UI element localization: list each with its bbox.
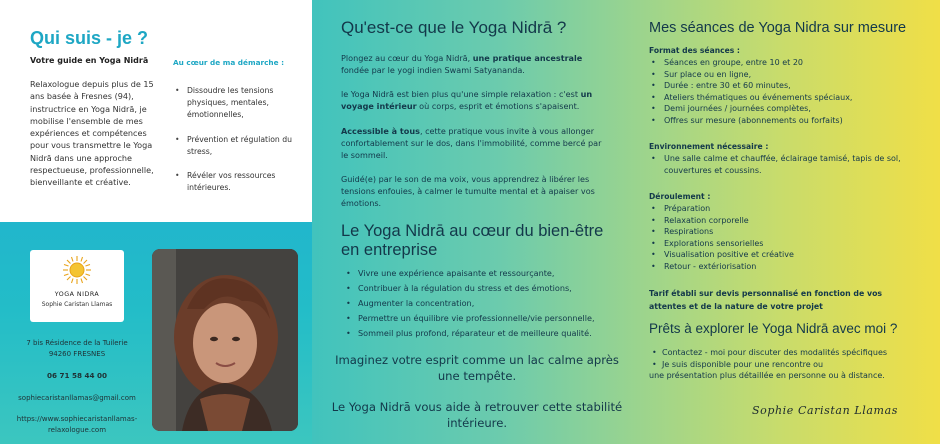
process-item: • Préparation bbox=[651, 203, 921, 215]
about-panel bbox=[0, 0, 312, 222]
process-item: • Explorations sensorielles bbox=[651, 238, 921, 250]
pricing-note: Tarif établi sur devis personnalisé en fonction de vos attentes et de la nature de votre projet bbox=[649, 289, 883, 312]
contact-list bbox=[649, 347, 934, 370]
address-city: 94260 FRESNES bbox=[48, 350, 106, 358]
about-subtitle: Votre guide en Yoga Nidrā bbox=[30, 56, 149, 65]
accessibility-paragraph: Accessible à tous, cette pratique vous invite à vous allonger confortablement sur le dos, dans l'immobilité, comme bercé par le sommeil. bbox=[341, 126, 602, 160]
logo-title: YOGA NIDRA bbox=[54, 291, 100, 298]
website-link-end[interactable]: relaxologue.com bbox=[47, 426, 107, 434]
benefits-list bbox=[345, 266, 623, 341]
guidance-paragraph: Guidé(e) par le son de ma voix, vous apprendrez à libérer les tensions enfouies, à calmer le tumulte mental et à apaiser vos émotions. bbox=[341, 174, 595, 208]
sun-icon bbox=[61, 254, 93, 286]
quote-stability: Le Yoga Nidrā vous aide à retrouver cette stabilité intérieure. bbox=[331, 400, 623, 430]
contact-item-continued: une présentation plus détaillée en personne ou à distance. bbox=[649, 371, 885, 380]
process-item: • Relaxation corporelle bbox=[651, 215, 921, 227]
process-heading: Déroulement : bbox=[649, 192, 711, 201]
process-list bbox=[651, 203, 921, 273]
about-bio: Relaxologue depuis plus de 15 ans basée à Fresnes (94), instructrice en Yoga Nidrā, je mobilise l'ensemble de mes expériences et compétences pour vous transmettre le Yoga Nidrā dans une approche respectueuse, professionnelle, bienveillante et créative. bbox=[30, 79, 154, 188]
benefit-item: • Augmenter la concentration, bbox=[345, 296, 623, 311]
address-line: 7 bis Résidence de la Tuilerie bbox=[26, 339, 128, 347]
environment-item: • Une salle calme et chauffée, éclairage tamisé, tapis de sol, couvertures et coussins. bbox=[651, 153, 921, 176]
benefit-item: • Vivre une expérience apaisante et ressourçante, bbox=[345, 266, 623, 281]
intro-paragraph: Plongez au cœur du Yoga Nidrā, une pratique ancestrale fondée par le yogi indien Swami Satyananda. bbox=[341, 53, 583, 75]
email-link[interactable]: sophiecaristanllamas@gmail.com bbox=[18, 394, 136, 402]
business-title: Le Yoga Nidrā au cœur du bien-être en entreprise bbox=[341, 222, 604, 259]
approach-title: Au cœur de ma démarche : bbox=[173, 58, 285, 67]
about-title: Qui suis - je ? bbox=[30, 28, 149, 48]
yoga-nidra-title: Qu'est-ce que le Yoga Nidrā ? bbox=[341, 18, 567, 37]
call-to-action-title: Prêts à explorer le Yoga Nidrā avec moi ? bbox=[649, 321, 898, 336]
environment-list bbox=[651, 153, 921, 176]
contact-item: • Je suis disponible pour une rencontre ou bbox=[649, 359, 934, 371]
environment-heading: Environnement nécessaire : bbox=[649, 142, 769, 151]
process-item: • Visualisation positive et créative bbox=[651, 249, 921, 261]
format-item: • Demi journées / journées complètes, bbox=[651, 103, 921, 115]
benefit-item: • Contribuer à la régulation du stress et des émotions, bbox=[345, 281, 623, 296]
contact-item: • Contactez - moi pour discuter des modalités spécifiques bbox=[649, 347, 934, 359]
benefit-item: • Permettre un équilibre vie professionnelle/vie personnelle, bbox=[345, 311, 623, 326]
journey-paragraph: le Yoga Nidrā est bien plus qu'une simple relaxation : c'est un voyage intérieur où corps, esprit et émotions s'apaisent. bbox=[341, 89, 593, 111]
formats-list bbox=[651, 57, 921, 127]
benefit-item: • Sommeil plus profond, réparateur et de meilleure qualité. bbox=[345, 326, 623, 341]
process-item: • Retour - extériorisation bbox=[651, 261, 921, 273]
approach-item: • Prévention et régulation du stress, bbox=[175, 134, 303, 158]
process-item: • Respirations bbox=[651, 226, 921, 238]
format-item: • Sur place ou en ligne, bbox=[651, 69, 921, 81]
logo-person: Sophie Caristan Llamas bbox=[41, 301, 113, 308]
logo bbox=[30, 250, 124, 322]
phone-number[interactable]: 06 71 58 44 00 bbox=[46, 371, 108, 380]
signature: Sophie Caristan Llamas bbox=[752, 404, 898, 417]
approach-list bbox=[175, 85, 303, 206]
website-link[interactable]: https://www.sophiecaristanllamas- bbox=[16, 415, 138, 423]
portrait-photo bbox=[152, 249, 298, 431]
format-item: • Ateliers thématiques ou événements spéciaux, bbox=[651, 92, 921, 104]
format-item: • Séances en groupe, entre 10 et 20 bbox=[651, 57, 921, 69]
approach-item: • Révéler vos ressources intérieures. bbox=[175, 170, 303, 194]
approach-item: • Dissoudre les tensions physiques, mentales, émotionnelles, bbox=[175, 85, 303, 122]
formats-heading: Format des séances : bbox=[649, 46, 740, 55]
quote-lake: Imaginez votre esprit comme un lac calme après une tempête. bbox=[335, 353, 619, 383]
sessions-title: Mes séances de Yoga Nidra sur mesure bbox=[649, 20, 907, 36]
format-item: • Offres sur mesure (abonnements ou forfaits) bbox=[651, 115, 921, 127]
format-item: • Durée : entre 30 et 60 minutes, bbox=[651, 80, 921, 92]
contact-panel bbox=[0, 222, 312, 444]
